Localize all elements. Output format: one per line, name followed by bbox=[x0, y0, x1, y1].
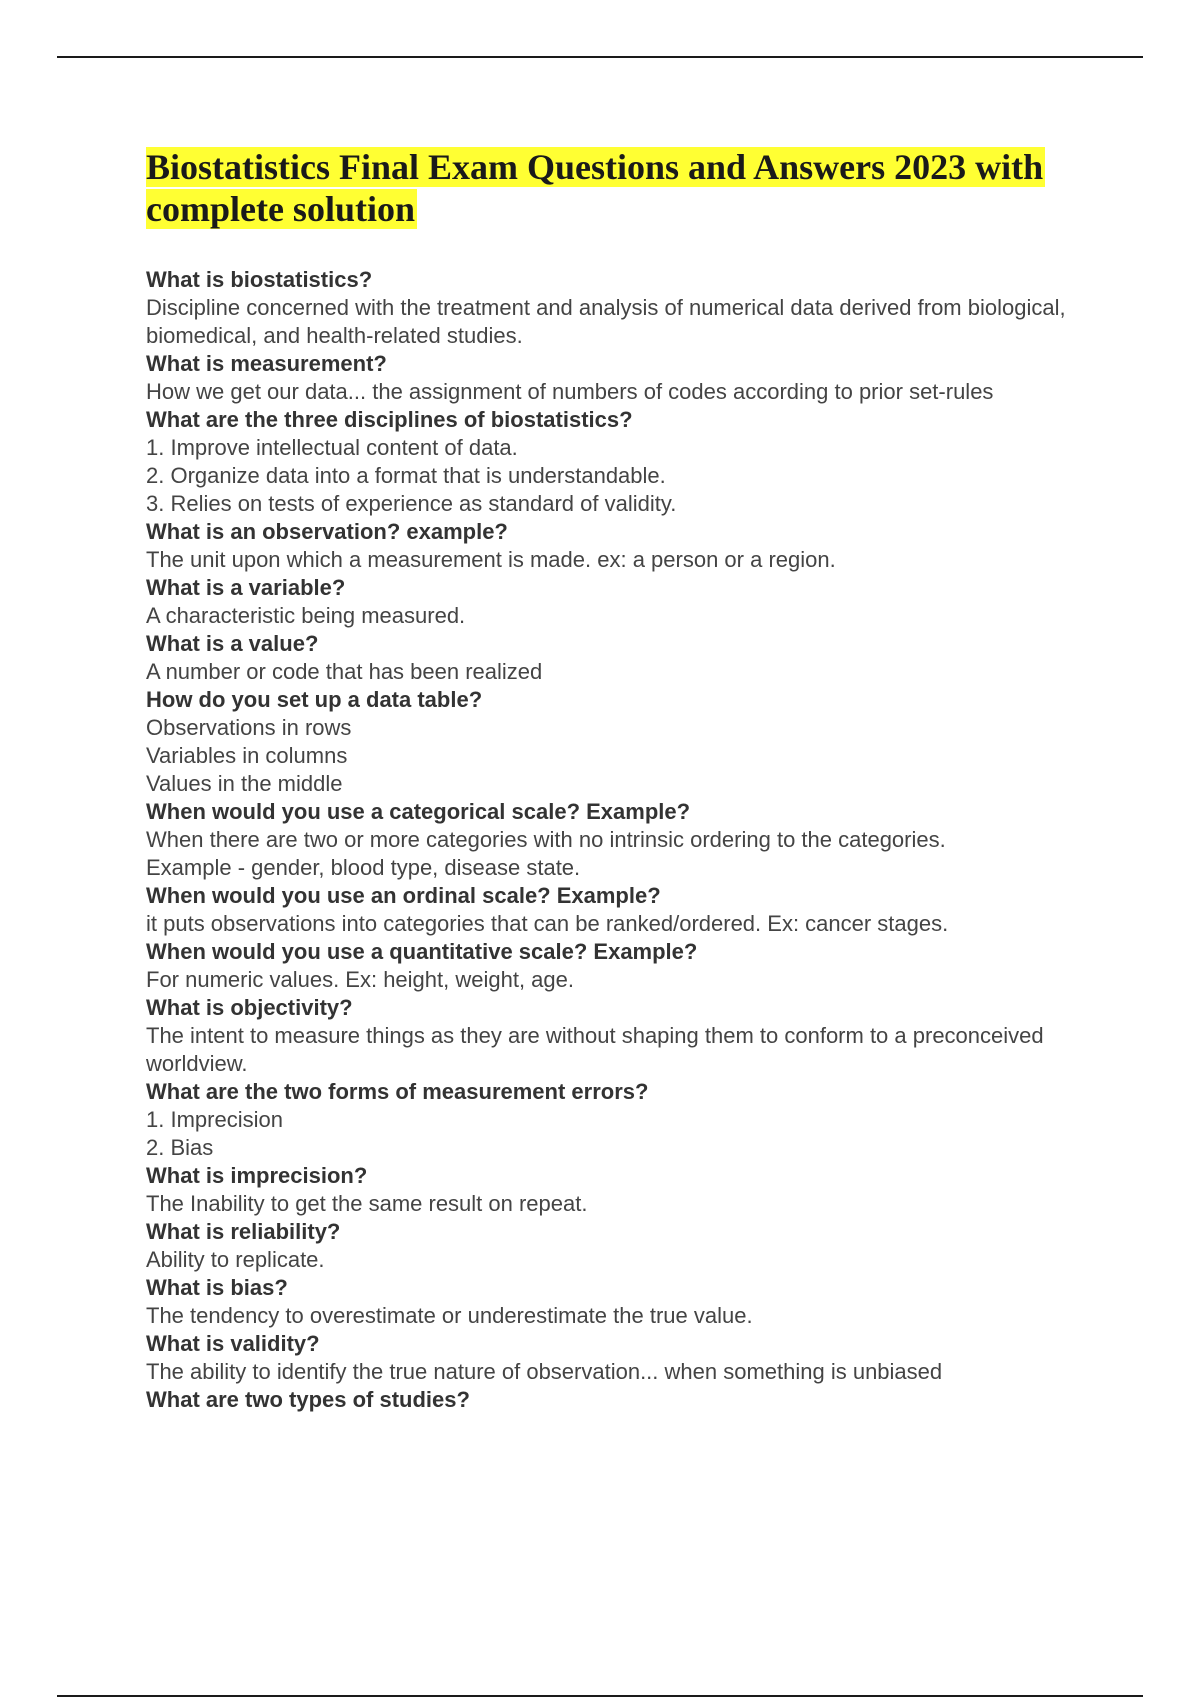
answer-line: Ability to replicate. bbox=[146, 1247, 325, 1272]
answer-line: Observations in rows bbox=[146, 715, 352, 740]
question: What is a value? bbox=[146, 631, 319, 656]
answer-line: 1. Improve intellectual content of data. bbox=[146, 435, 518, 460]
question: What is validity? bbox=[146, 1331, 320, 1356]
question: What is objectivity? bbox=[146, 995, 353, 1020]
question: What is imprecision? bbox=[146, 1163, 368, 1188]
document-body bbox=[146, 146, 1106, 1414]
answer-line: The Inability to get the same result on repeat. bbox=[146, 1191, 588, 1216]
answer-line: The intent to measure things as they are without shaping them to conform to a preconceived worldview. bbox=[146, 1023, 1044, 1076]
document-title bbox=[146, 146, 1106, 230]
question: When would you use a quantitative scale? Example? bbox=[146, 939, 698, 964]
answer-line: 3. Relies on tests of experience as standard of validity. bbox=[146, 491, 677, 516]
question: What are the three disciplines of biostatistics? bbox=[146, 407, 633, 432]
question: What are two types of studies? bbox=[146, 1387, 470, 1412]
question: What is bias? bbox=[146, 1275, 288, 1300]
question: When would you use an ordinal scale? Example? bbox=[146, 883, 661, 908]
question: How do you set up a data table? bbox=[146, 687, 483, 712]
question: When would you use a categorical scale? Example? bbox=[146, 799, 691, 824]
answer-line: Values in the middle bbox=[146, 771, 343, 796]
answer-line: 2. Bias bbox=[146, 1135, 214, 1160]
question: What is measurement? bbox=[146, 351, 387, 376]
title-highlight: Biostatistics Final Exam Questions and Answers 2023 with complete solution bbox=[146, 147, 1044, 229]
answer-line: The ability to identify the true nature of observation... when something is unbiased bbox=[146, 1359, 943, 1384]
question: What is an observation? example? bbox=[146, 519, 508, 544]
answer-line: The tendency to overestimate or underestimate the true value. bbox=[146, 1303, 753, 1328]
answer-line: For numeric values. Ex: height, weight, age. bbox=[146, 967, 574, 992]
answer-line: Example - gender, blood type, disease state. bbox=[146, 855, 581, 880]
question: What are the two forms of measurement errors? bbox=[146, 1079, 649, 1104]
answer-line: A characteristic being measured. bbox=[146, 603, 466, 628]
header-rule bbox=[57, 56, 1143, 58]
question: What is a variable? bbox=[146, 575, 346, 600]
question: What is biostatistics? bbox=[146, 267, 373, 292]
answer-line: Variables in columns bbox=[146, 743, 348, 768]
answer-line: 2. Organize data into a format that is understandable. bbox=[146, 463, 666, 488]
answer-line: 1. Imprecision bbox=[146, 1107, 283, 1132]
answer-line: it puts observations into categories that can be ranked/ordered. Ex: cancer stages. bbox=[146, 911, 949, 936]
question: What is reliability? bbox=[146, 1219, 341, 1244]
answer-line: The unit upon which a measurement is made. ex: a person or a region. bbox=[146, 547, 836, 572]
answer-line: How we get our data... the assignment of numbers of codes according to prior set-rules bbox=[146, 379, 994, 404]
answer-line: When there are two or more categories with no intrinsic ordering to the categories. bbox=[146, 827, 946, 852]
qa-list bbox=[146, 266, 1106, 1414]
footer-rule bbox=[57, 1695, 1143, 1697]
answer-line: A number or code that has been realized bbox=[146, 659, 543, 684]
answer-line: Discipline concerned with the treatment and analysis of numerical data derived from biological, biomedical, and health-related studies. bbox=[146, 295, 1066, 348]
